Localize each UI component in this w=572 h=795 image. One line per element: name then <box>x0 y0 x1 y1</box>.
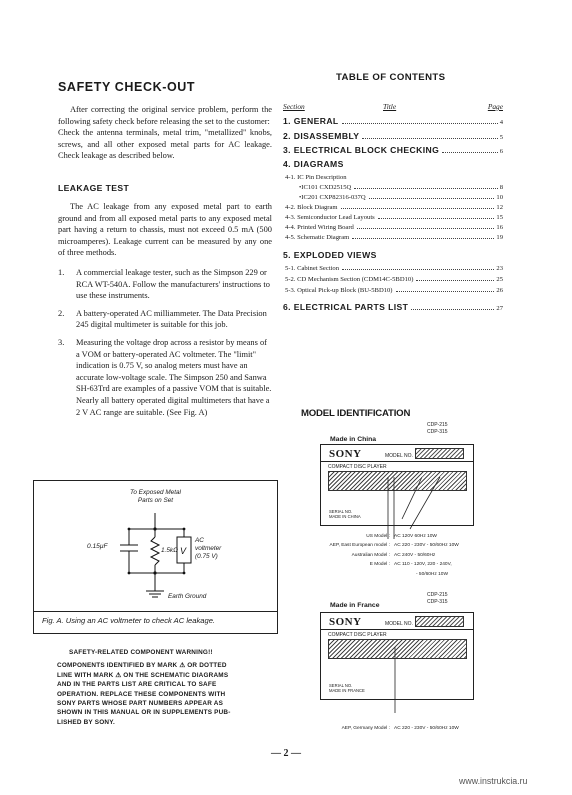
serial-label: SERIAL NO. <box>329 509 353 514</box>
toc-entry-label: 4-2. Block Diagram <box>285 204 338 211</box>
toc-page-number: 6 <box>499 148 503 155</box>
rating-label: AEP, East European model : <box>329 543 390 549</box>
model-no-field <box>415 448 464 459</box>
toc-entry-label: 4-4. Printed Wiring Board <box>285 224 354 231</box>
toc-page-number: 5 <box>499 134 503 141</box>
toc-entry-label: 6. ELECTRICAL PARTS LIST <box>283 302 409 312</box>
toc-entry-label: 3. ELECTRICAL BLOCK CHECKING <box>283 145 440 155</box>
toc-leader-dots <box>411 308 494 310</box>
toc-leader-dots <box>369 197 495 199</box>
ground-label: Earth Ground <box>168 593 207 600</box>
serial-block <box>329 683 365 693</box>
model-number: CDP-215 <box>427 422 448 428</box>
model-no-label: MODEL NO. <box>385 453 413 459</box>
toc-row <box>283 214 503 221</box>
made-in-china-label: Made in China <box>330 436 377 443</box>
warning-line: OPERATION. REPLACE THESE COMPONENTS WITH <box>57 690 226 698</box>
toc-col-section: Section <box>283 102 305 111</box>
warning-line: LINE WITH MARK ⚠ ON THE SCHEMATIC DIAGRAMS <box>57 671 229 679</box>
rating-label <box>300 570 394 579</box>
toc-page-number: 4 <box>499 119 503 126</box>
toc-entry-label: 2. DISASSEMBLY <box>283 131 360 141</box>
rating-row <box>300 724 500 733</box>
toc-row <box>283 131 503 141</box>
toc-entry-label: 5-1. Cabinet Section <box>285 265 340 272</box>
figure-a-frame <box>33 480 278 634</box>
rating-row <box>300 570 500 579</box>
figure-top-label-line: Parts on Set <box>137 497 174 504</box>
warning-line: AND IN THE PARTS LIST ARE CRITICAL TO SAFE <box>57 681 217 689</box>
toc-entry-label: 4-1. IC Pin Description <box>285 174 347 181</box>
origin-label: MADE IN CHINA <box>329 514 361 519</box>
toc-title: TABLE OF CONTENTS <box>336 72 446 83</box>
rating-value: AC 110 - 120V, 220 - 240V, <box>394 562 452 568</box>
caption-divider <box>34 611 277 612</box>
method-item <box>58 267 272 302</box>
meter-label-line: voltmeter <box>195 545 222 552</box>
toc-col-title: Title <box>383 102 397 111</box>
toc-page-number: 12 <box>496 204 503 211</box>
method-number: 2. <box>58 308 65 318</box>
toc-leader-dots <box>378 217 495 219</box>
toc-entry-label: 5. EXPLODED VIEWS <box>283 250 377 260</box>
toc-entry-label: •IC201 CXP82316-037Q <box>299 194 366 201</box>
rating-label: E Model : <box>369 562 390 568</box>
toc-leader-dots <box>357 227 495 229</box>
toc-entry-label: 5-3. Optical Pick-up Block (BU-5BD10) <box>285 287 393 294</box>
toc-page-number: 23 <box>496 265 503 272</box>
meter-label <box>195 537 221 561</box>
rating-label: US Model : <box>366 534 390 539</box>
page-number: — 2 — <box>271 748 301 759</box>
toc-row <box>283 159 503 169</box>
france-leader-line <box>390 645 410 715</box>
toc-page-number: 19 <box>496 234 503 241</box>
china-model-numbers <box>427 422 448 436</box>
figure-top-label-line: To Exposed Metal <box>130 489 181 496</box>
france-model-numbers <box>427 592 448 606</box>
method-item <box>58 337 272 418</box>
toc-page-number: 15 <box>496 214 503 221</box>
safety-title: SAFETY CHECK-OUT <box>58 80 196 94</box>
toc-leader-dots <box>442 151 498 153</box>
toc-row <box>283 145 503 155</box>
model-number: CDP-315 <box>427 599 448 605</box>
warning-line: SHOWN IN THIS MANUAL OR IN SUPPLEMENTS PUB- <box>57 709 231 717</box>
rating-value: AC 220 - 230V - 50/60Hz 10W <box>394 543 459 549</box>
figure-top-label <box>34 489 277 505</box>
methods-list <box>58 267 272 424</box>
rating-value: AC 240V - 50/60Hz <box>394 552 436 558</box>
toc-page-number: 25 <box>496 276 503 283</box>
leakage-test-text: The AC leakage from any exposed metal part to earth ground and from all exposed metal parts to any exposed metal part having a return to chassis, must not exceed 0.5 mA (500 microamperes). Leakage current can be measured by any one of three methods. <box>58 202 272 258</box>
toc-row <box>283 174 503 181</box>
rating-row <box>300 551 500 560</box>
resistor-label: 1.5kΩ <box>161 547 178 554</box>
product-name: COMPACT DISC PLAYER <box>328 632 387 638</box>
model-number: CDP-315 <box>427 429 448 435</box>
plate-divider <box>321 461 473 462</box>
meter-label-line: AC <box>195 537 204 544</box>
toc-row <box>283 204 503 211</box>
product-name: COMPACT DISC PLAYER <box>328 464 387 470</box>
safety-warning <box>57 648 279 727</box>
method-text: Measuring the voltage drop across a resistor by means of a VOM or battery-operated AC voltmeter. The "limit" indication is 0.75 V, so analog meters must have an accurate low-voltage scale. The Simpson 250 and Sanwa SH-63Trd are examples of a passive VOM that is suitable. Nearly all battery operated digital multimeters that have a 2 V AC range are suitable. (See Fig. A) <box>76 337 272 417</box>
serial-label: SERIAL NO. <box>329 683 353 688</box>
method-item <box>58 308 272 331</box>
toc-entry-label: 5-2. CD Mechanism Section (CDM14C-5BD10) <box>285 276 414 283</box>
toc-entry-label: 4-5. Schematic Diagram <box>285 234 350 241</box>
toc-leader-dots <box>352 237 494 239</box>
toc-page-number: 27 <box>496 305 503 312</box>
made-in-france-label: Made in France <box>330 602 380 609</box>
rating-row <box>300 560 500 569</box>
model-no-field <box>415 616 464 627</box>
method-number: 1. <box>58 268 65 277</box>
toc-page-number: 26 <box>496 287 503 294</box>
china-ratings <box>300 532 500 579</box>
toc-row <box>283 194 503 201</box>
toc-row <box>283 265 503 272</box>
toc-row <box>283 250 503 260</box>
rating-value: AC 220 - 230V - 50/60Hz 10W <box>394 726 459 731</box>
toc-row <box>283 116 503 126</box>
capacitor-label: 0.15μF <box>87 543 108 550</box>
meter-label-line: (0.75 V) <box>195 553 218 560</box>
rating-value: - 50/60Hz 10W <box>416 571 448 577</box>
toc-page-number: 10 <box>496 194 503 201</box>
method-number: 3. <box>58 337 65 347</box>
plate-divider <box>321 629 473 630</box>
toc-leader-dots <box>362 137 497 139</box>
toc-row <box>283 224 503 231</box>
serial-block <box>329 509 361 519</box>
toc-row <box>283 234 503 241</box>
origin-label: MADE IN FRANCE <box>329 688 365 693</box>
toc-col-page: Page <box>487 102 503 111</box>
figure-caption: Fig. A. Using an AC voltmeter to check AC leakage. <box>42 616 216 625</box>
rating-value: AC 120V 60Hz 10W <box>394 534 437 539</box>
toc-leader-dots <box>342 122 498 124</box>
toc-page-number: 8 <box>499 184 503 191</box>
leakage-test-heading: LEAKAGE TEST <box>58 183 130 193</box>
toc-page-number: 16 <box>496 224 503 231</box>
toc-row <box>283 287 503 294</box>
safety-intro <box>58 104 272 162</box>
toc-leader-dots <box>396 290 495 292</box>
toc-leader-dots <box>354 187 497 189</box>
rating-label: AEP, Germany Model : <box>341 726 390 731</box>
toc-leader-dots <box>342 268 494 270</box>
toc-entry-label: 4. DIAGRAMS <box>283 159 344 169</box>
watermark: www.instrukcia.ru <box>459 776 528 786</box>
toc-entry-label: •IC101 CXD2515Q <box>299 184 352 191</box>
rating-row <box>300 532 500 541</box>
sony-logo: SONY <box>329 616 362 628</box>
model-number: CDP-215 <box>427 592 448 598</box>
toc-entry-label: 1. GENERAL <box>283 116 339 126</box>
model-no-label: MODEL NO. <box>385 621 413 627</box>
toc-leader-dots <box>341 207 495 209</box>
model-id-title: MODEL IDENTIFICATION <box>301 408 411 419</box>
safety-intro-para: After correcting the original service problem, perform the following safety check before releasing the set to the customer: <box>58 105 272 126</box>
toc-leader-dots <box>416 279 494 281</box>
warning-line: COMPONENTS IDENTIFIED BY MARK ⚠ OR DOTTED <box>57 662 227 670</box>
rating-row <box>300 541 500 550</box>
toc-entry-label: 4-3. Semiconductor Lead Layouts <box>285 214 375 221</box>
svg-text:V: V <box>180 546 187 556</box>
rating-label: Australian Model : <box>351 552 390 558</box>
method-text: A battery-operated AC milliammeter. The Data Precision 245 digital multimeter is suitable for this job. <box>76 308 267 330</box>
warning-title: SAFETY-RELATED COMPONENT WARNING!! <box>69 649 213 656</box>
toc-row <box>283 184 503 191</box>
warning-line: LISHED BY SONY. <box>57 718 115 726</box>
toc-row <box>283 276 503 283</box>
warning-line: SONY PARTS WHOSE PART NUMBERS APPEAR AS <box>57 700 224 708</box>
france-ratings <box>300 724 500 733</box>
toc-row <box>283 302 503 312</box>
method-text: A commercial leakage tester, such as the Simpson 229 or RCA WT-540A. Follow the manufacturers' instructions to use these instruments. <box>76 268 270 301</box>
sony-logo: SONY <box>329 448 362 460</box>
safety-intro-para-2: Check the antenna terminals, metal trim, "metallized" knobs, screws, and all other exposed metal parts for AC leakage. Check leakage as described below. <box>58 128 272 161</box>
